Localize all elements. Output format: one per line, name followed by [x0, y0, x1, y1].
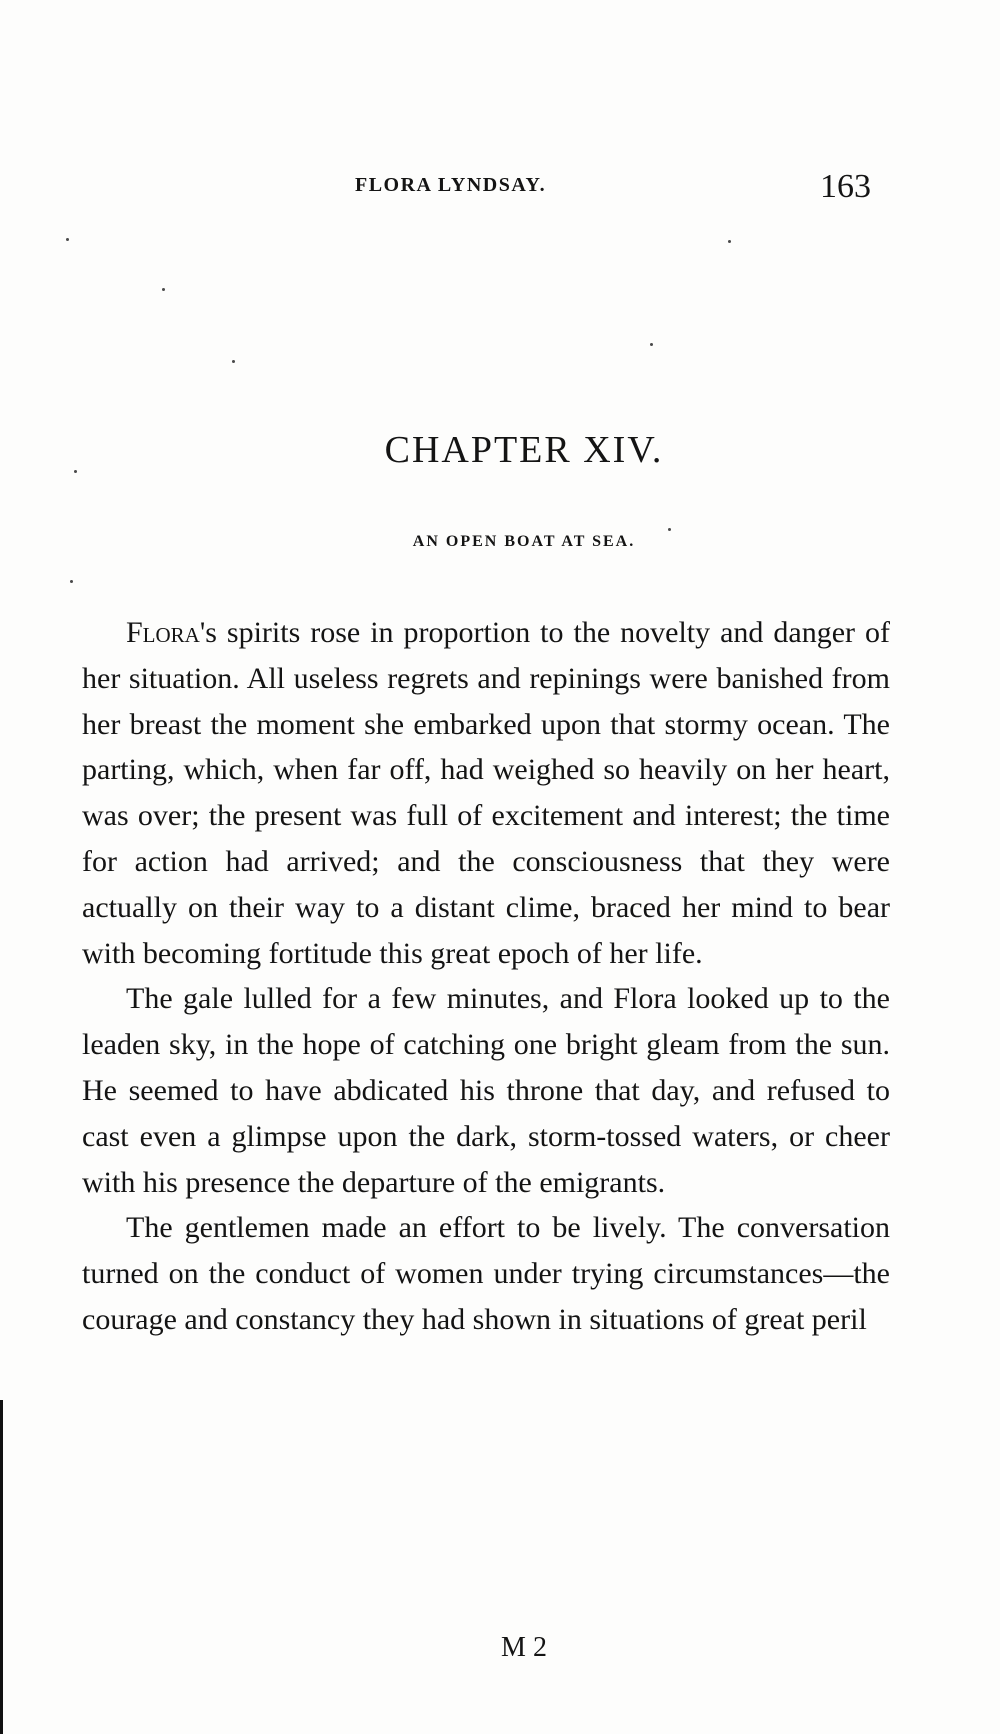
paragraph-2: The gale lulled for a few minutes, and Flora looked up to the leaden sky, in the hope of catching one bright gleam from the sun. He seemed to have abdicated his throne that day, and refused to cast even a glimpse upon the dark, storm-tossed waters, or cheer with his presence the departure of the emigrants.: [82, 982, 890, 1199]
body-text: [82, 610, 890, 1343]
paper-speck: [70, 580, 73, 583]
paper-speck: [232, 360, 235, 363]
paragraph-1: [82, 610, 890, 976]
running-title: FLORA LYNDSAY.: [355, 174, 547, 196]
running-head: [0, 168, 1000, 208]
paragraph-lead-word: Flora: [126, 616, 200, 649]
paper-speck: [668, 528, 671, 531]
paper-speck: [650, 343, 653, 346]
paragraph-3: The gentlemen made an effort to be lively. The conversation turned on the conduct of women under trying circumstances—the courage and constancy they had shown in situations of great peril: [82, 1211, 890, 1336]
chapter-subtitle: AN OPEN BOAT AT SEA.: [412, 533, 636, 550]
binding-edge-line: [0, 1400, 3, 1734]
paragraph-1-text: 's spirits rose in proportion to the novelty and danger of her situation. All useless regrets and repinings were banished from her breast the moment she embarked upon that stormy ocean. The parting, which, when far off, had weighed so heavily on her heart, was over; the present was full of excitement and interest; the time for action had arrived; and the consciousness that they were actually on their way to a distant clime, braced her mind to bear with becoming fortitude this great epoch of her life.: [82, 616, 890, 970]
chapter-heading: CHAPTER XIV.: [384, 429, 664, 471]
signature-mark: M 2: [501, 1632, 547, 1663]
paper-speck: [728, 240, 731, 243]
page-number: 163: [820, 168, 871, 205]
paper-speck: [66, 238, 69, 241]
paper-speck: [162, 288, 165, 291]
